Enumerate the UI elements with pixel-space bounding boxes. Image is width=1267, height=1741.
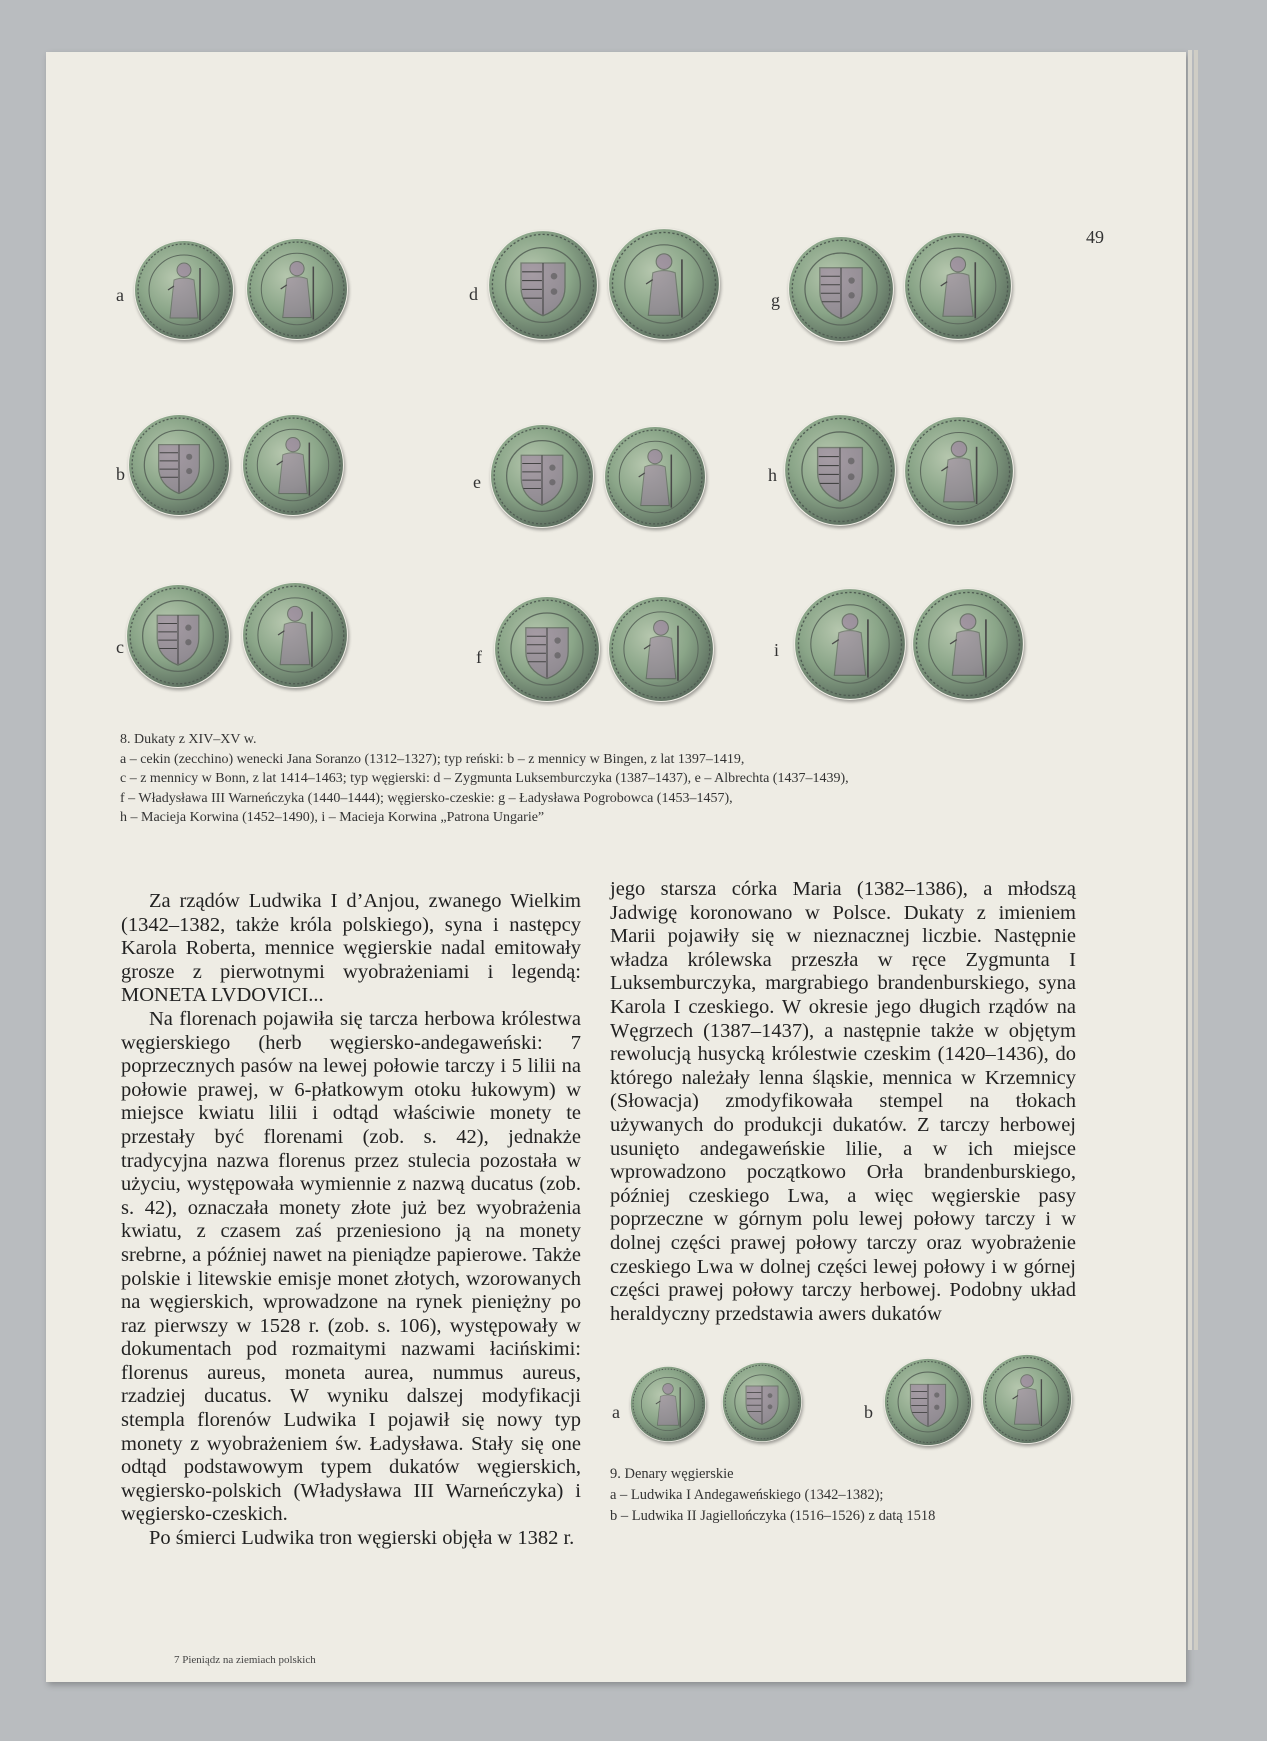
coin-label-9a: a (612, 1402, 620, 1422)
caption-line: 8. Dukaty z XIV–XV w. (120, 732, 257, 747)
denar-b-obverse (884, 1358, 972, 1446)
caption-line: a – cekin (zecchino) wenecki Jana Soranzo (1312–1327); typ reński: b – z mennicy w Bingen, z lat 1397–1419, (120, 751, 745, 767)
figure-9-caption (610, 1464, 935, 1527)
coin-g-obverse (788, 236, 894, 342)
paragraph: jego starsza córka Maria (1382–1386), a młodszą Jadwigę koronowano w Polsce. Dukaty z imieniem Marii pojawiły się w nieznacznej liczbie. Następnie władza królewska przeszła w ręce Zygmunta I Luksemburczyka, margrabiego brandenburskiego, syna Karola I czeskiego. W okresie jego długich rządów na Węgrzech (1387–1437), a następnie także w objętym rewolucją husycką królestwie czeskim (1420–1436), do którego należały lenna śląskie, mennica w Krzemnicy (Słowacja) zmodyfikowała stempel na tłokach używanych do produkcji dukatów. Z tarczy herbowej usunięto andegaweńskie lilie, a w ich miejsce wprowadzono początkowo Orła brandenburskiego, później czeskiego Lwa, a więc węgierskie pasy poprzeczne w górnym polu lewej połowy tarczy i w dolnej części prawej połowy tarczy oraz wyobrażenie czeskiego Lwa w dolnej części lewej połowy i w górnej części prawej połowy tarczy herbowej. Podobny układ heraldyczny przedstawia awers dukatów (610, 878, 1076, 1325)
right-text-column (610, 878, 1076, 1326)
denar-a-reverse (722, 1362, 802, 1442)
coin-label-e: e (473, 472, 481, 492)
page-edge (1188, 50, 1192, 1650)
coin-f-obverse (494, 596, 600, 702)
page-edge (1194, 50, 1198, 1650)
coin-f-reverse (608, 596, 714, 702)
coin-b-reverse (242, 414, 344, 516)
coin-a-obverse (134, 240, 234, 340)
coin-label-c: c (116, 637, 124, 657)
left-text-column (121, 890, 581, 1551)
coin-a-reverse (246, 238, 348, 340)
coin-i-reverse (912, 588, 1024, 700)
coin-e-reverse (604, 426, 706, 528)
book-page (46, 52, 1186, 1682)
coin-label-i: i (774, 640, 780, 660)
coin-c-reverse (242, 582, 348, 688)
coin-label-b: b (116, 464, 125, 484)
coin-e-obverse (490, 424, 594, 528)
paragraph: Po śmierci Ludwika tron węgierski objęła w 1382 r. (149, 1527, 575, 1550)
coin-label-d: d (469, 284, 478, 304)
coin-label-h: h (768, 465, 777, 485)
page-number: 49 (1086, 227, 1104, 247)
coin-b-obverse (128, 414, 230, 516)
coin-label-g: g (771, 290, 780, 310)
coin-h-obverse (784, 414, 896, 526)
caption-line: b – Ludwika II Jagiellończyka (1516–1526) z datą 1518 (610, 1508, 936, 1524)
paragraph: Za rządów Ludwika I d’Anjou, zwanego Wielkim (1342–1382, także króla polskiego), syna i następcy Karola Roberta, mennice węgierskie nadal emitowały grosze z pierwotnymi wyobrażeniami i legendą: MONETA LVDOVICI... (121, 890, 581, 1007)
coin-c-obverse (126, 584, 230, 688)
coin-label-9b: b (864, 1402, 873, 1422)
figure-8-caption (120, 730, 849, 828)
denar-b-reverse (982, 1354, 1072, 1444)
coin-h-reverse (904, 416, 1014, 526)
coin-g-reverse (904, 232, 1012, 340)
caption-line: a – Ludwika I Andegaweńskiego (1342–1382); (610, 1487, 884, 1503)
coin-d-obverse (488, 230, 598, 340)
coin-i-obverse (794, 588, 906, 700)
denar-a-obverse (630, 1366, 706, 1442)
coin-d-reverse (608, 228, 720, 340)
coin-label-a: a (116, 285, 124, 305)
caption-line: 9. Denary węgierskie (610, 1466, 734, 1482)
caption-line: c – z mennicy w Bonn, z lat 1414–1463; typ węgierski: d – Zygmunta Luksemburczyka (1387–1437), e – Albrechta (1437–1439), (120, 771, 849, 786)
caption-line: f – Władysława III Warneńczyka (1440–1444); węgiersko-czeskie: g – Ładysława Pogrobowca (1453–1457), (120, 790, 733, 806)
page-footer: 7 Pieniądz na ziemiach polskich (174, 1654, 316, 1666)
caption-line: h – Macieja Korwina (1452–1490), i – Macieja Korwina „Patrona Ungarie” (120, 810, 545, 825)
paragraph: Na florenach pojawiła się tarcza herbowa królestwa węgierskiego (herb węgiersko-andegaweński: 7 poprzecznych pasów na lewej połowie tarczy i 5 lilii na połowie prawej, w 6-płatkowym otoku łukowym) w miejsce kwiatu lilii i odtąd właściwie monety te przestały być florenami (zob. s. 42), jednakże tradycyjna nazwa florenus przez stulecia pozostała w użyciu, występowała wymiennie z nazwą ducatus (zob. s. 42), oznaczała monety złote już bez wyobrażenia kwiatu, z czasem zaś przeniesiono ją na monety srebrne, a później nawet na pieniądze papierowe. Także polskie i litewskie emisje monet złotych, wzorowanych na węgierskich, wprowadzone na rynek pieniężny po raz pierwszy w 1528 r. (zob. s. 106), występowały w dokumentach pod rozmaitymi nazwami łacińskimi: florenus aureus, moneta aurea, nummus aureus, rzadziej ducatus. W wyniku dalszej modyfikacji stempla florenów Ludwika I pojawił się nowy typ monety z wyobrażeniem św. Ładysława. Stały się one odtąd podstawowym typem dukatów węgierskich, węgiersko-polskich (Władysława III Warneńczyka) i węgiersko-czeskich. (121, 1007, 581, 1526)
coin-label-f: f (476, 647, 482, 667)
